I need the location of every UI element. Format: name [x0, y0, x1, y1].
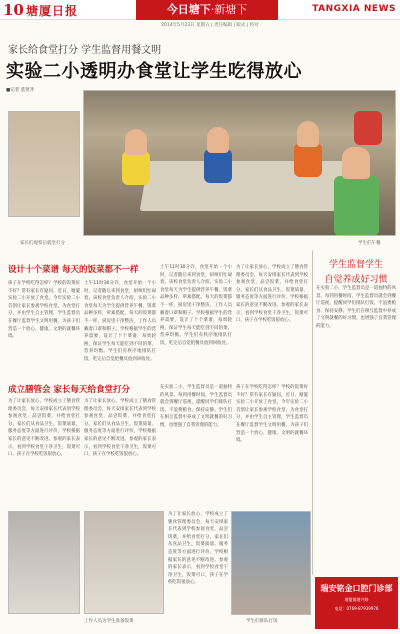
page-number: 10 [3, 1, 24, 19]
article-byline: ■记者 莫贤齐 [6, 88, 35, 93]
sidebar-column: 在实验二小，学生监督员是一道独特的风景。每到用餐时间，学生监督员就会到餐厅巡视，提醒同学们排队打饭、不浪费粮食、保持安静。学生们在相互监督中养成了文明就餐的好习惯，也增强了自我管理的能力。 [316, 286, 396, 329]
section-2-title: 成立膳管会 家长每天给食堂打分 [8, 385, 130, 395]
bottom-photo-caption-2: 学生们排队打饭 [246, 619, 278, 624]
parents-photo [8, 111, 80, 217]
section-2-column-1: 为了让家长放心，学校成立了膳食管理委员会，每天安排家长代表到学校参观食堂，品尝饭菜，并给食堂打分。家长们从食品卫生、饭菜质量、服务态度等方面进行评价，学校根据家长的意见不断改进。参观的家长表示，看到学校食堂干净卫生，饭菜可口，孩子在学校吃饭很放心。 [8, 399, 80, 458]
photo-student [122, 151, 150, 185]
section-1-column-1: 孩子在学校吃得怎样？学校的饭菜好不好？常有家长有疑问，近日，塘厦实验二小开放了食堂。今年实验二小首创让家长参观学校食堂，为食堂打分，并由学生自主管理，学生监督员在餐厅监督学生文明用餐，为孩子们营造一个放心、健康、文明的就餐环境。 [8, 281, 80, 340]
section-2-column-4: 孩子在学校吃得怎样？学校的饭菜好不好？常有家长有疑问，近日，塘厦实验二小开放了食堂。今年实验二小首创让家长参观学校食堂，为食堂打分，并由学生自主管理，学生监督员在餐厅监督学生文明用餐，为孩子们营造一个放心、健康、文明的就餐环境。 [236, 385, 308, 444]
ad-phone: 电话：0769-87939976 [334, 606, 379, 611]
canteen-lunch-photo [83, 90, 396, 236]
section-tab [136, 0, 278, 20]
photo-student [334, 176, 379, 236]
section-1-column-3: 上午11时30分许，食堂开始一个小时，记者随后来到食堂，厨师们忙碌着。该校食堂负责人介绍，实验二小食堂每天为学生提供营养午餐，饭菜品种多样，荤素搭配，每天的饭菜都不一样，厨房里干净整洁，工作人员戴着口罩和帽子。学校根据学生的营养需要，设计了十个菜谱，每周轮换，保证学生每天能吃到不同的菜，营养均衡。学生们有秩序地排队打饭，吃完后自觉把餐具放到回收处。 [160, 265, 232, 346]
masthead [0, 0, 400, 20]
photo-student-head [207, 127, 229, 153]
students-queue-photo [231, 511, 311, 615]
photo-student [294, 143, 322, 177]
dateline: 2014年5月23日 星期五 | 责任编辑 | 版式 | 校对 [161, 23, 259, 28]
photo-student-head [342, 147, 370, 179]
paper-logo: 塘厦日报 [26, 4, 79, 18]
clinic-advertisement[interactable] [315, 577, 398, 629]
kitchen-photo-1 [8, 511, 80, 614]
section-1-column-4: 为了让家长放心，学校成立了膳食管理委员会，每天安排家长代表到学校参观食堂，品尝饭菜，并给食堂打分。家长们从食品卫生、饭菜质量、服务态度等方面进行评价，学校根据家长的意见不断改进。参观的家长表示，看到学校食堂干净卫生，饭菜可口，孩子在学校吃饭很放心。 [236, 265, 308, 324]
section-2-column-2: 为了让家长放心，学校成立了膳食管理委员会，每天安排家长代表到学校参观食堂，品尝饭菜，并给食堂打分。家长们从食品卫生、饭菜质量、服务态度等方面进行评价，学校根据家长的意见不断改进。参观的家长表示，看到学校食堂干净卫生，饭菜可口，孩子在学校吃饭很放心。 [84, 399, 156, 458]
paper-english-name: TANGXIA NEWS [312, 4, 396, 14]
ad-title: 瑞安铭金口腔门诊部 [320, 584, 393, 593]
section-1-column-2: 上午11时30分许，食堂开始一个小时，记者随后来到食堂，厨师们忙碌着。该校食堂负责人介绍，实验二小食堂每天为学生提供营养午餐，饭菜品种多样，荤素搭配，每天的饭菜都不一样，厨房里干净整洁，工作人员戴着口罩和帽子。学校根据学生的营养需要，设计了十个菜谱，每周轮换，保证学生每天能吃到不同的菜，营养均衡。学生们有秩序地排队打饭，吃完后自觉把餐具放到回收处。 [84, 281, 156, 362]
photo-student [354, 111, 382, 145]
small-photo-caption: 家长们观察后就堂打分 [20, 241, 65, 246]
photo-student-head [297, 121, 319, 147]
section-1-heading [8, 263, 138, 275]
bottom-photo-caption-1: 工作人员为学生准备饭菜 [84, 619, 134, 624]
section-2-column-3: 在实验二小，学生监督员是一道独特的风景。每到用餐时间，学生监督员就会到餐厅巡视，提醒同学们排队打饭、不浪费粮食、保持安静。学生们在相互监督中养成了文明就餐的好习惯，也增强了自我管理的能力。 [160, 385, 232, 428]
photo-student [204, 149, 232, 183]
article-kicker: 家长给食堂打分 学生监督用餐文明 [8, 45, 162, 56]
photo-student-head [125, 129, 147, 155]
section-1-title: 设计十个菜谱 每天的饭菜都不一样 [8, 265, 139, 275]
ad-address: 塘厦镇塘兴路 [344, 597, 369, 602]
column-rule [312, 250, 313, 575]
section-2-heading [8, 383, 130, 395]
sidebar-title-a: 学生监督学生 [328, 260, 383, 270]
sidebar-heading [315, 257, 397, 285]
article-headline: 实验二小透明办食堂让学生吃得放心 [6, 61, 302, 82]
bottom-text-column: 为了让家长放心，学校成立了膳食管理委员会，每天安排家长代表到学校参观食堂，品尝饭菜，并给食堂打分。家长们从食品卫生、饭菜质量、服务态度等方面进行评价，学校根据家长的意见不断改进。参观的家长表示，看到学校食堂干净卫生，饭菜可口，孩子在学校吃饭很放心。 [168, 512, 228, 586]
section-sub: ·新塘下 [210, 3, 248, 16]
kitchen-photo-2 [84, 511, 164, 614]
section-name: 今日塘下 [166, 3, 211, 16]
main-photo-caption: 学生们午餐 [358, 241, 381, 246]
sidebar-title-b: 自觉养成好习惯 [324, 275, 388, 285]
